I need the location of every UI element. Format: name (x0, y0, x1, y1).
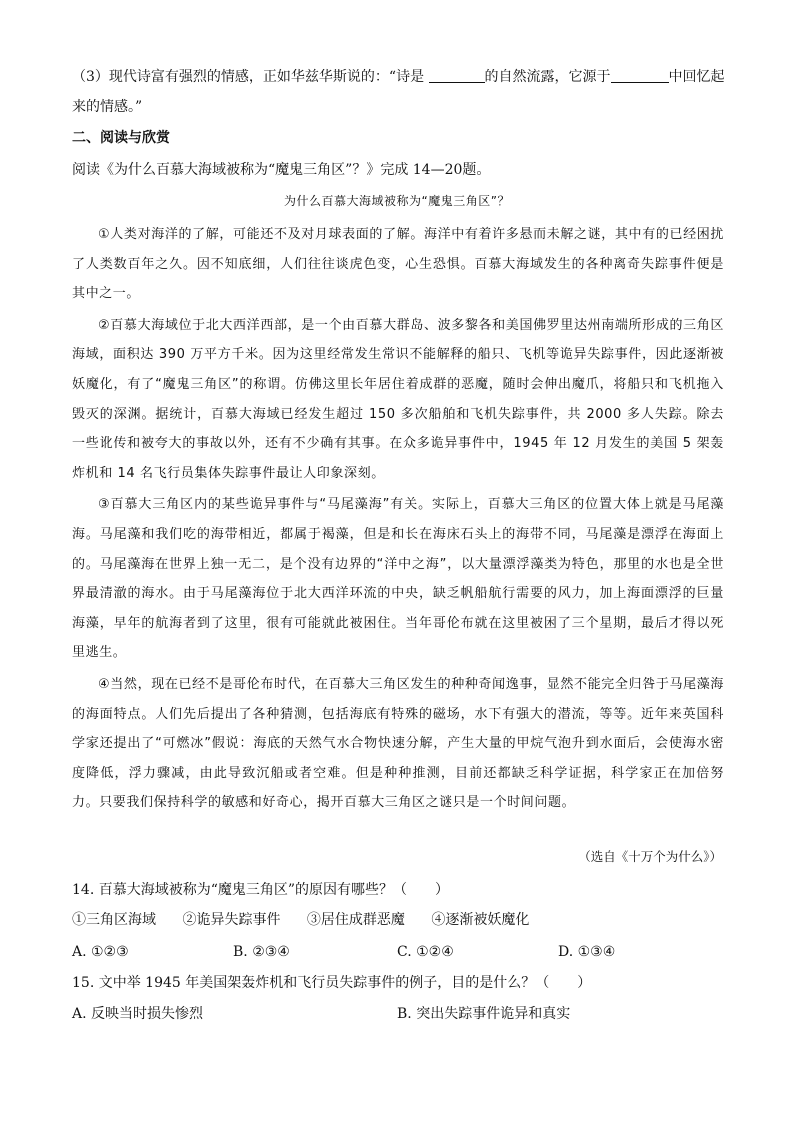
answer-blank-2[interactable] (611, 68, 669, 83)
article-paragraph-3: ③百慕大三角区内的某些诡异事件与“马尾藻海”有关。实际上，百慕大三角区的位置大体上就是马尾藻海。马尾藻和我们吃的海带相近，都属于褐藻，但是和长在海床石头上的海带不同，马尾藻是漂浮在海面上的。马尾藻海在世界上独一无二，是个没有边界的“洋中之海”，以大量漂浮藻类为特色，那里的水也是全世界最清澈的海水。由于马尾藻海位于北大西洋环流的中央，缺乏帆船航行需要的风力，加上海面漂浮的巨量海藻，早年的航海者到了这里，很有可能就此被困住。当年哥伦布就在这里被困了三个星期，最后才得以死里逃生。 (72, 497, 724, 661)
q15-option-b[interactable]: B. 突出失踪事件诡异和真实 (397, 1006, 571, 1022)
question-14-stem: 14. 百慕大海域被称为“魔鬼三角区”的原因有哪些？（ ） (72, 882, 450, 898)
article-title: 为什么百慕大海域被称为“魔鬼三角区”？ (284, 194, 510, 208)
q14-option-b[interactable]: B. ②③④ (233, 944, 290, 960)
q14-item-3: ③居住成群恶魔 (306, 912, 405, 928)
q14-item-1: ①三角区海域 (72, 912, 156, 928)
question-3-line2: 来的情感。” (72, 99, 143, 115)
q14-option-c[interactable]: C. ①②④ (397, 944, 454, 960)
article-paragraph-2: ②百慕大海域位于北大西洋西部，是一个由百慕大群岛、波多黎各和美国佛罗里达州南端所形成的三角区海域，面积达 390 万平方千米。因为这里经常发生常识不能解释的船只、飞机等诡异失踪事件，因此逐渐被妖魔化，有了“魔鬼三角区”的称谓。仿佛这里长年居住着成群的恶魔，随时会伸出魔爪，将船只和飞机拖入毁灭的深渊。据统计，百慕大海域已经发生超过 150 多次船舶和飞机失踪事件，共 2000 多人失踪。除去一些讹传和被夸大的事故以外，还有不少确有其事。在众多诡异事件中，1945 年 12 月发生的美国 5 架轰炸机和 14 名飞行员集体失踪事件最让人印象深刻。 (72, 317, 724, 481)
question-3-line1 (72, 67, 725, 87)
q14-option-a[interactable]: A. ①②③ (72, 944, 129, 960)
question-14-items (72, 910, 551, 930)
q15-option-a[interactable]: A. 反映当时损失惨烈 (72, 1006, 204, 1022)
q14-item-2: ②诡异失踪事件 (182, 912, 281, 928)
article-body (72, 220, 724, 820)
q14-item-4: ④逐渐被妖魔化 (431, 912, 530, 928)
article-paragraph-4: ④当然，现在已经不是哥伦布时代，在百慕大三角区发生的种种奇闻逸事，显然不能完全归咎于马尾藻海的海面特点。人们先后提出了各种猜测，包括海底有特殊的磁场，水下有强大的潜流，等等。近年来英国科学家还提出了“可燃冰”假说：海底的天然气水合物快速分解，产生大量的甲烷气泡升到水面后，会使海水密度降低，浮力骤减，由此导致沉船或者空难。但是种种推测，目前还都缺乏科学证据，科学家正在加倍努力。只要我们保持科学的敏感和好奇心，揭开百慕大三角区之谜只是一个时间问题。 (72, 676, 724, 811)
article-paragraph-1: ①人类对海洋的了解，可能还不及对月球表面的了解。海洋中有着许多悬而未解之谜，其中有的已经困扰了人类数百年之久。因不知底细，人们往往谈虎色变，心生恐惧。百慕大海域发生的各种离奇失踪事件便是其中之一。 (72, 227, 724, 302)
section-heading: 二、阅读与欣赏 (72, 130, 170, 146)
q3-part1: （3）现代诗富有强烈的情感，正如华兹华斯说的：“诗是 (72, 69, 429, 85)
answer-blank-1[interactable] (429, 68, 485, 83)
reading-intro: 阅读《为什么百慕大海域被称为“魔鬼三角区”？》完成 14—20题。 (72, 162, 491, 178)
q14-option-d[interactable]: D. ①③④ (558, 944, 616, 960)
article-source: （选自《十万个为什么》） (578, 849, 722, 864)
q3-part3: 中回忆起 (668, 69, 725, 85)
q3-part2: 的自然流露，它源于 (484, 69, 611, 85)
question-15-stem: 15. 文中举 1945 年美国架轰炸机和飞行员失踪事件的例子，目的是什么？（ ） (72, 975, 592, 991)
